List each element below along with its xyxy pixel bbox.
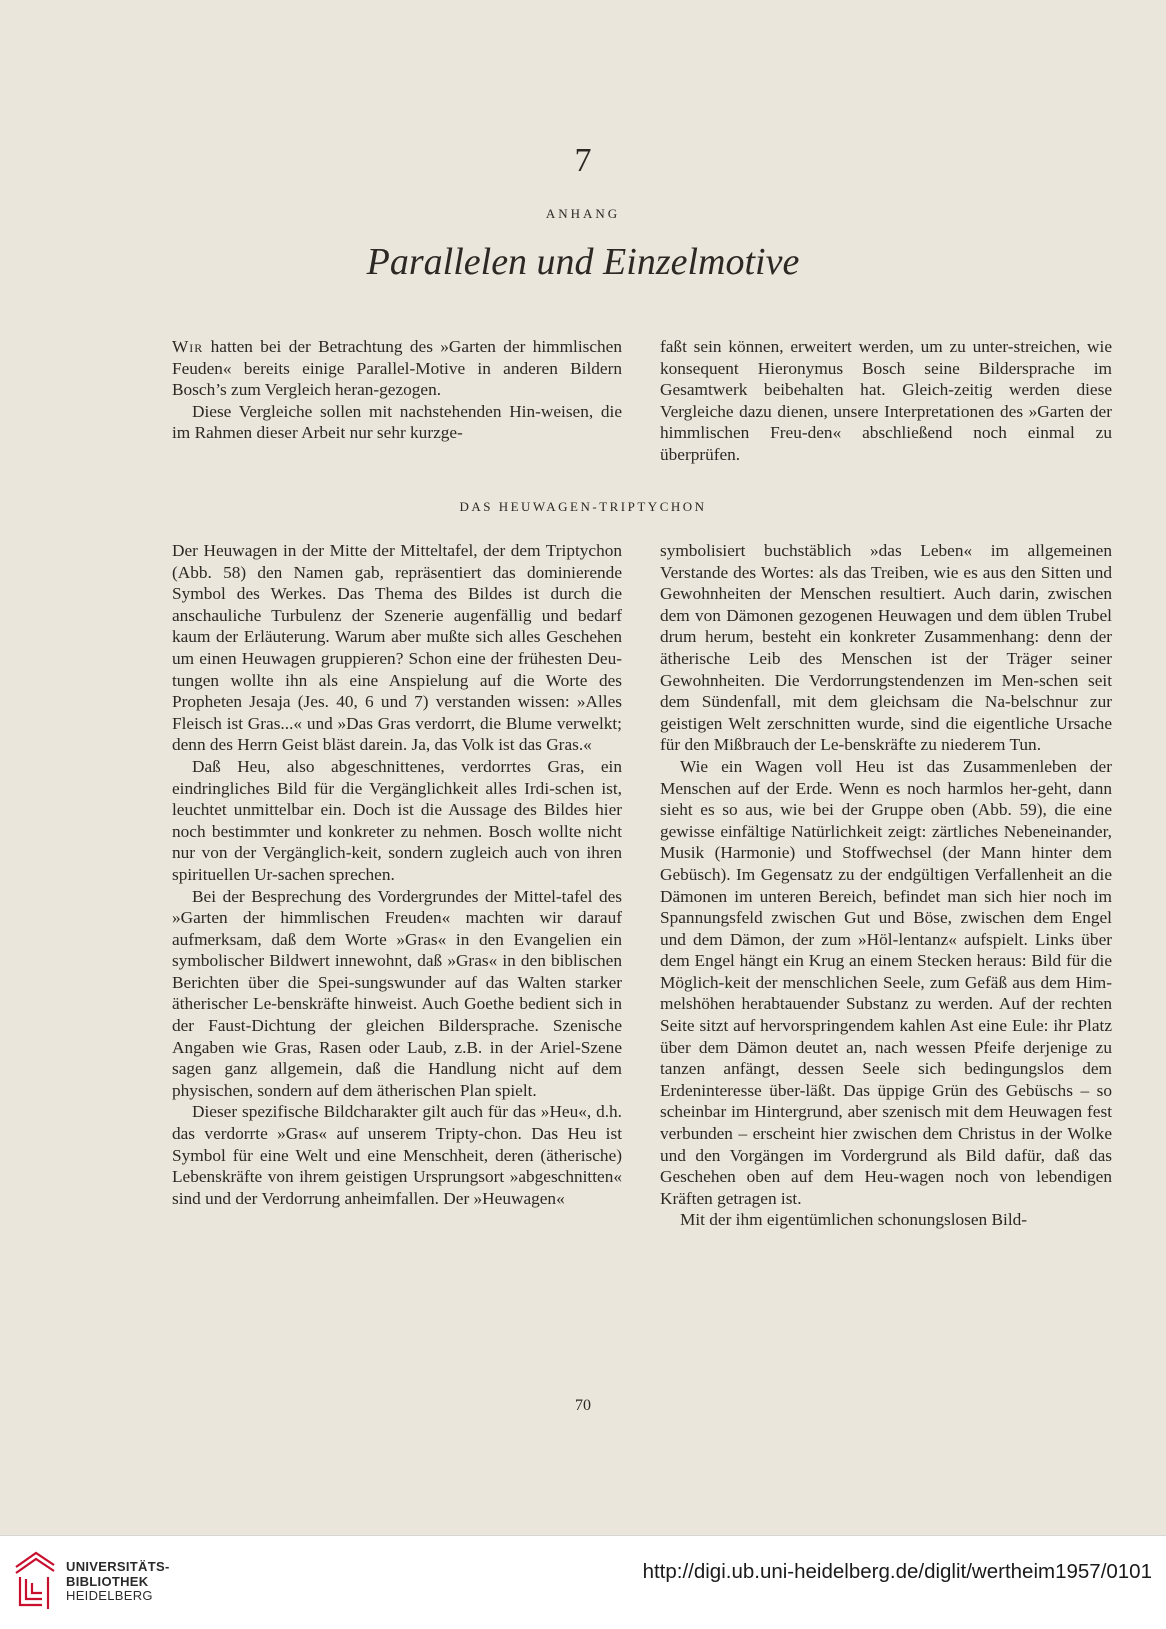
body-paragraph: Dieser spezifische Bildcharakter gilt auch für das »Heu«, d.h. das verdorrte »Gras« auf unserem Tripty-chon. Das Heu ist Symbol für eine Welt und eine Menschheit, deren (ätherische) Lebenskräfte von ihrem geistigen Ursprungsort »abgeschnitten« sind und der Verdorrung anheimfallen. Der »Heuwagen« — [172, 1102, 622, 1208]
body-paragraph: Bei der Besprechung des Vordergrundes der Mittel-tafel des »Garten der himmlischen Freuden« machten wir darauf aufmerksam, daß dem Worte »Gras« in den Evangelien ein symbolischer Bildwert innewohnt, daß »Gras« in den biblischen Berichten über die Spei-sungswunder auf das Walten starker ätherischer Le-benskräfte hinweist. Auch Goethe bedient sich in der Faust-Dichtung der gleichen Bildersprache. Szenische Angaben wie Gras, Rasen oder Laub, z.B. in der Ariel-Szene sagen ganz allgemein, daß die Handlung nicht auf dem physischen, sondern auf dem ätherischen Plan spielt. — [172, 886, 622, 1100]
body-paragraph: Mit der ihm eigentümlichen schonungslosen Bild- — [680, 1210, 1028, 1230]
section-subheading: DAS HEUWAGEN-TRIPTYCHON — [459, 499, 707, 514]
library-name: UNIVERSITÄTS- BIBLIOTHEK HEIDELBERG — [66, 1559, 170, 1603]
body-paragraph: Der Heuwagen in der Mitte der Mitteltafel, der dem Triptychon (Abb. 58) den Namen gab, repräsentiert das dominierende Symbol des Werkes. Das Thema des Bildes ist durch die anschauliche Turbulenz der Szenerie augenfällig und bedarf kaum der Erläuterung. Warum aber mußte sich alles Geschehen um einen Heuwagen gruppieren? Schon eine der frühesten Deu-tungen wollte ihn als eine Anspielung auf die Worte des Propheten Jesaja (Jes. 40, 6 und 7) verstanden wissen: »Alles Fleisch ist Gras...« und »Das Gras verdorrt, die Blume verwelkt; denn des Herrn Geist bläst darein. Ja, das Volk ist das Gras.« — [172, 541, 622, 755]
section-label: ANHANG — [545, 206, 621, 221]
page-title: Parallelen und Einzelmotive — [366, 241, 800, 283]
intro-column-left — [172, 336, 622, 444]
body-paragraph: Daß Heu, also abgeschnittenes, verdorrtes Gras, ein eindringliches Bild für die Vergänglichkeit alles Irdi-schen ist, leuchtet unmittelbar ein. Doch ist die Aussage des Bildes hier noch bestimmter und konkreter zu nehmen. Bosch wollte nicht nur von der Vergänglich-keit, sondern zugleich auch von ihren spirituellen Ur-sachen sprechen. — [172, 756, 622, 884]
drop-lead-word: Wir — [172, 337, 204, 356]
library-logo-icon — [12, 1547, 58, 1613]
body-column-left — [172, 540, 622, 1209]
body-column-right — [660, 540, 1112, 1231]
source-url-link[interactable]: http://digi.ub.uni-heidelberg.de/diglit/wertheim1957/0101 — [642, 1560, 1152, 1583]
library-footer — [0, 1535, 1166, 1629]
body-paragraph: Wie ein Wagen voll Heu ist das Zusammenleben der Menschen auf der Erde. Wenn es noch harmlos her-geht, dann sieht es so aus, wie bei der Gruppe oben (Abb. 59), die eine gewisse einfältige Natürlichkeit zeigt: zärtliches Nebeneinander, Musik (Harmonie) und Stoffwechsel (der Mann hinter dem Gebüsch). Im Gegensatz zu der endgültigen Verfallenheit an die Dämonen im unteren Bereich, befindet man sich hier noch im Spannungsfeld zwischen Gut und Böse, zwischen dem Engel und dem Dämon, der zum »Höl-lentanz« aufspielt. Links über dem Engel hängt ein Krug an einem Stecken heraus: Bild für die Möglich-keit der menschlichen Seele, zum Gefäß aus dem Him-melshöhen herabtauender Substanz zu werden. Auf der rechten Seite sitzt auf hervorspringendem kahlen Ast eine Eule: ihr Platz über dem Dämon deutet an, nach wessen Pfeife derjenige zu tanzen anfängt, dessen Seele sich bedingungslos dem Erdeninteresse über-läßt. Das üppige Grün des Gebüschs – so scheinbar im Hintergrund, aber szenisch mit dem Heuwagen fest verbunden – erscheint hier zwischen dem Christus in der Wolke und den Vorgängen im Vordergrund als Bild dafür, daß das Geschehen oben auf dem Heu-wagen noch von lebendigen Kräften getragen ist. — [660, 756, 1112, 1208]
intro-column-right — [660, 336, 1112, 466]
intro-paragraph: faßt sein können, erweitert werden, um zu unter-streichen, wie konsequent Hieronymus Bosch seine Bildersprache im Gesamtwerk beibehalten hat. Gleich-zeitig werden diese Vergleiche dazu dienen, unsere Interpretationen des »Garten der himmlischen Freu-den« abschließend noch einmal zu überprüfen. — [660, 337, 1112, 464]
paragraph-text: hatten bei der Betrachtung des »Garten der himmlischen Feuden« bereits einige Parallel-Motive in anderen Bildern Bosch’s zum Vergleich heran-gezogen. — [172, 337, 622, 400]
page-number: 70 — [575, 1397, 591, 1414]
intro-paragraph: Diese Vergleiche sollen mit nachstehenden Hin-weisen, die im Rahmen dieser Arbeit nur sehr kurzge- — [172, 401, 622, 443]
chapter-number: 7 — [574, 142, 592, 179]
intro-paragraph — [172, 336, 622, 401]
body-paragraph: symbolisiert buchstäblich »das Leben« im allgemeinen Verstande des Wortes: als das Treiben, wie es aus den Sitten und Gewohnheiten der Menschen resultiert. Auch darin, zwischen dem von Dämonen gezogenen Heuwagen und dem üblen Trubel drum herum, besteht ein konkreter Zusammenhang: denn der ätherische Leib des Menschen ist der Träger seiner Gewohnheiten. Die Verdorrungstendenzen im Men-schen seit dem Sündenfall, mit dem gleichsam die Na-belschnur zur geistigen Welt zerschnitten wurde, sind die eigentliche Ursache für den Mißbrauch der Le-benskräfte zu niederem Tun. — [660, 541, 1112, 755]
